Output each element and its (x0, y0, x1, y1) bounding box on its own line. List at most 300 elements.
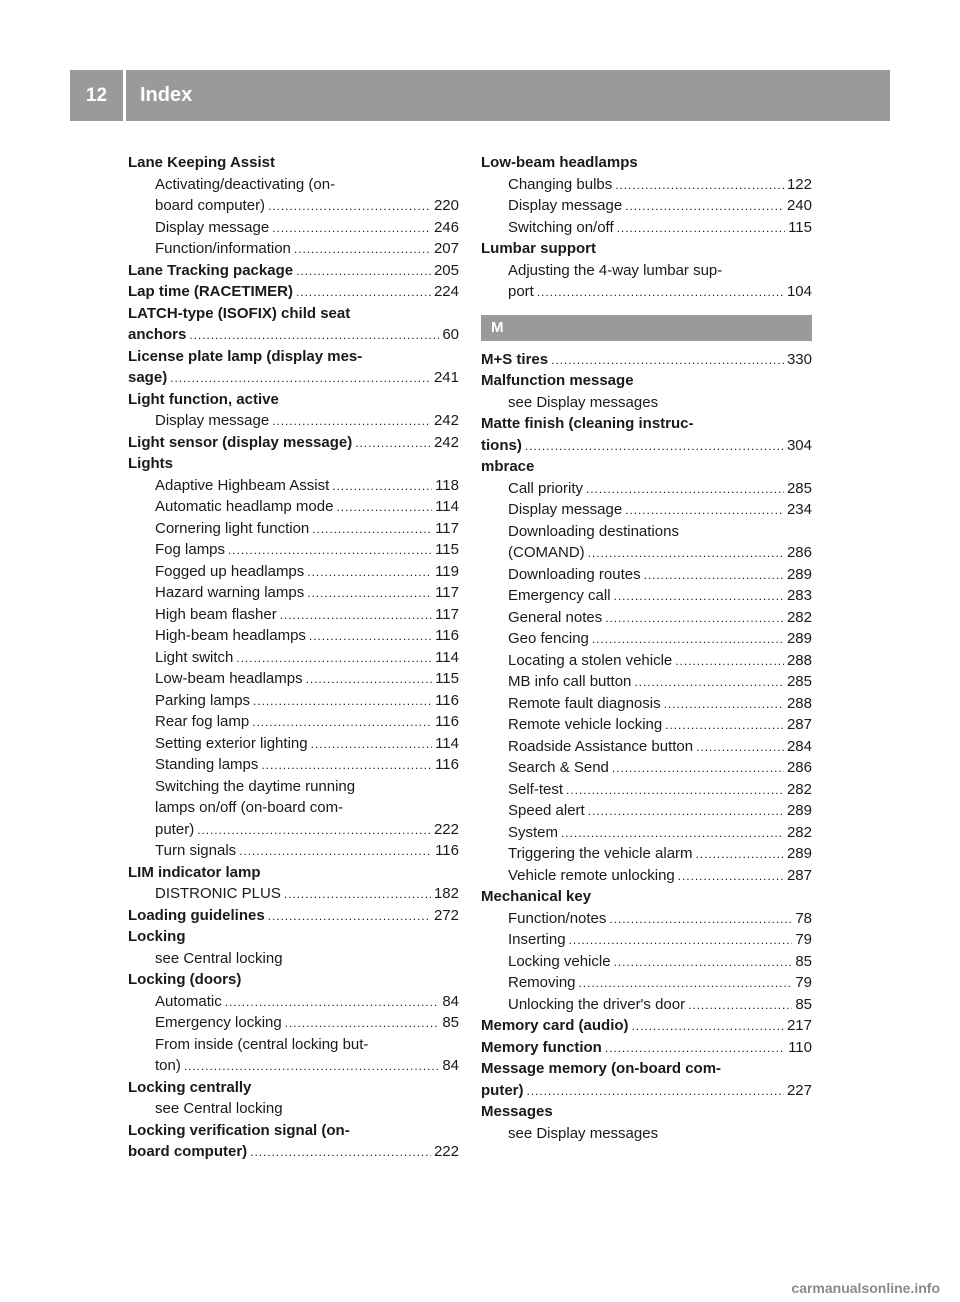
entry-text: Low-beam headlamps (155, 670, 303, 687)
index-subentry (128, 776, 459, 798)
page-reference[interactable]: 116 (435, 756, 459, 773)
page-reference[interactable]: 78 (795, 909, 812, 927)
index-subentry[interactable] (128, 518, 459, 540)
dot-leader (625, 195, 784, 217)
index-entry (128, 862, 459, 884)
dot-leader (612, 757, 784, 779)
index-subentry[interactable] (481, 499, 812, 521)
entry-text: Emergency call (508, 587, 611, 604)
entry-text: Search & Send (508, 759, 609, 776)
index-subentry (481, 392, 812, 414)
index-subentry (128, 948, 459, 970)
dot-leader (294, 238, 431, 260)
index-subentry[interactable] (128, 647, 459, 669)
page-reference[interactable]: 289 (786, 630, 812, 647)
page-reference[interactable]: 220 (433, 197, 459, 214)
index-entry (128, 389, 459, 411)
index-subentry[interactable] (481, 281, 812, 303)
dot-leader (566, 779, 784, 801)
dot-leader (678, 865, 784, 887)
entry-text: Speed alert (508, 802, 585, 819)
index-entry[interactable] (481, 349, 812, 371)
dot-leader (579, 972, 793, 994)
index-subentry[interactable] (481, 671, 812, 693)
entry-text: LATCH-type (ISOFIX) child seat (128, 304, 351, 322)
entry-text: Removing (508, 974, 576, 991)
dot-leader (307, 582, 432, 604)
page-reference[interactable]: 285 (786, 479, 812, 497)
index-subentry[interactable] (481, 843, 812, 865)
index-subentry[interactable] (481, 994, 812, 1016)
index-subentry[interactable] (481, 628, 812, 650)
entry-text: Locking (doors) (128, 971, 242, 988)
index-entry (481, 1058, 812, 1080)
index-subentry[interactable] (128, 840, 459, 862)
dot-leader (688, 994, 792, 1016)
entry-text: Standing lamps (155, 756, 259, 773)
index-subentry[interactable] (128, 754, 459, 776)
entry-text: Function/information (155, 240, 291, 257)
dot-leader (296, 281, 431, 303)
page-reference[interactable]: 240 (786, 197, 812, 214)
page-reference[interactable]: 217 (786, 1017, 812, 1034)
dot-leader (284, 883, 431, 905)
index-subentry[interactable] (128, 195, 459, 217)
index-entry (128, 926, 459, 948)
entry-text: Switching on/off (508, 218, 614, 236)
page-reference[interactable]: 286 (786, 759, 812, 776)
index-entry (128, 969, 459, 991)
page-reference[interactable]: 116 (435, 691, 459, 709)
entry-text: MB info call button (508, 673, 632, 690)
page-reference[interactable]: 115 (788, 218, 812, 236)
section-title: Index (140, 84, 193, 106)
entry-text: Vehicle remote unlocking (508, 866, 675, 884)
index-subentry[interactable] (481, 585, 812, 607)
index-subentry[interactable] (128, 625, 459, 647)
page-reference[interactable]: 205 (433, 261, 459, 279)
dot-leader (634, 671, 784, 693)
index-subentry[interactable] (481, 174, 812, 196)
index-subentry (128, 1098, 459, 1120)
entry-text: Light switch (155, 648, 234, 666)
entry-text: Lights (128, 455, 173, 472)
page-reference[interactable]: 272 (433, 906, 459, 924)
entry-text: Low-beam headlamps (481, 154, 638, 171)
index-subentry[interactable] (481, 650, 812, 672)
index-subentry[interactable] (128, 883, 459, 905)
entry-text: Lane Tracking package (128, 261, 294, 279)
index-entry[interactable] (128, 1141, 459, 1163)
index-subentry[interactable] (481, 714, 812, 736)
dot-leader (569, 929, 793, 951)
entry-text: Call priority (508, 479, 584, 497)
page-reference[interactable]: 85 (442, 1014, 459, 1031)
entry-text: Rear fog lamp (155, 713, 250, 730)
entry-text: Changing bulbs (508, 175, 613, 193)
index-subentry[interactable] (481, 693, 812, 715)
index-entry (128, 1120, 459, 1142)
dot-leader (239, 840, 432, 862)
entry-text: License plate lamp (display mes- (128, 347, 363, 365)
dot-leader (261, 754, 432, 776)
page-reference[interactable]: 222 (433, 820, 459, 838)
entry-text: Malfunction message (481, 372, 634, 389)
page-reference[interactable]: 84 (442, 1057, 459, 1074)
entry-text: High beam flasher (155, 605, 277, 623)
index-entry[interactable] (128, 432, 459, 454)
page-reference[interactable]: 287 (786, 866, 812, 884)
dot-leader (225, 991, 440, 1013)
index-subentry[interactable] (128, 604, 459, 626)
index-entry[interactable] (128, 367, 459, 389)
index-entry (481, 1101, 812, 1123)
dot-leader (197, 819, 431, 841)
entry-text: Self-test (508, 780, 564, 798)
page-reference[interactable]: 222 (433, 1143, 459, 1160)
entry-text: M+S tires (481, 350, 549, 368)
entry-text: see Display messages (508, 1124, 659, 1142)
entry-text: port (508, 283, 534, 300)
entry-text: sage) (128, 369, 168, 386)
index-entry (128, 453, 459, 475)
page-reference[interactable]: 114 (435, 734, 459, 752)
dot-leader (592, 628, 784, 650)
index-subentry[interactable] (128, 733, 459, 755)
entry-text: anchors (128, 326, 187, 343)
entry-text: Locking verification signal (on- (128, 1121, 350, 1139)
index-subentry[interactable] (481, 736, 812, 758)
page-reference[interactable]: 246 (433, 218, 459, 236)
entry-text: DISTRONIC PLUS (155, 885, 281, 902)
index-entry (481, 413, 812, 435)
index-entry (128, 1077, 459, 1099)
entry-text: Adaptive Highbeam Assist (155, 476, 330, 494)
entry-text: Function/notes (508, 909, 607, 927)
index-column-left (128, 152, 459, 1163)
entry-text: Inserting (508, 931, 566, 948)
index-subentry (481, 260, 812, 282)
index-subentry (481, 1123, 812, 1145)
entry-text: Activating/deactivating (on- (155, 175, 336, 193)
index-subentry[interactable] (128, 1012, 459, 1034)
entry-text: tions) (481, 436, 522, 454)
index-entry[interactable] (128, 260, 459, 282)
dot-leader (336, 496, 432, 518)
page-reference[interactable]: 288 (786, 694, 812, 712)
page-reference[interactable]: 114 (435, 648, 459, 666)
dot-leader (625, 499, 784, 521)
dot-leader (617, 217, 785, 239)
entry-text: High-beam headlamps (155, 627, 306, 644)
dot-leader (268, 905, 431, 927)
index-subentry[interactable] (128, 217, 459, 239)
index-subentry[interactable] (481, 779, 812, 801)
dot-leader (664, 693, 784, 715)
page-reference[interactable]: 234 (786, 501, 812, 518)
dot-leader (588, 542, 784, 564)
entry-text: Triggering the vehicle alarm (508, 845, 693, 862)
index-entry[interactable] (481, 1080, 812, 1102)
entry-text: Cornering light function (155, 519, 310, 537)
entry-text: mbrace (481, 458, 535, 475)
index-subentry (128, 174, 459, 196)
dot-leader (307, 561, 432, 583)
dot-leader (551, 349, 784, 371)
entry-text: Lane Keeping Assist (128, 154, 275, 171)
page-reference[interactable]: 224 (433, 283, 459, 300)
entry-text: Mechanical key (481, 888, 592, 905)
dot-leader (272, 410, 431, 432)
dot-leader (170, 367, 431, 389)
page-reference[interactable]: 117 (435, 605, 459, 623)
dot-leader (280, 604, 432, 626)
entry-text: Messages (481, 1103, 553, 1120)
dot-leader (614, 585, 784, 607)
entry-text: puter) (155, 820, 195, 838)
index-entry[interactable] (481, 1015, 812, 1037)
dot-leader (586, 478, 784, 500)
entry-text: Memory function (481, 1038, 602, 1056)
page-reference[interactable]: 241 (433, 369, 459, 386)
index-entry[interactable] (128, 324, 459, 346)
dot-leader (588, 800, 784, 822)
entry-text: Fogged up headlamps (155, 562, 305, 580)
page-reference[interactable]: 104 (786, 283, 812, 300)
dot-leader (609, 908, 792, 930)
page-reference[interactable]: 242 (433, 412, 459, 429)
dot-leader (250, 1141, 431, 1163)
index-subentry[interactable] (481, 951, 812, 973)
page-reference[interactable]: 289 (786, 802, 812, 819)
index-entry (481, 456, 812, 478)
index-subentry[interactable] (128, 711, 459, 733)
index-subentry[interactable] (128, 991, 459, 1013)
index-entry[interactable] (128, 281, 459, 303)
page-reference[interactable]: 117 (435, 519, 459, 537)
entry-text: Loading guidelines (128, 906, 265, 924)
entry-text: lamps on/off (on-board com- (155, 799, 344, 816)
page-reference[interactable]: 330 (786, 350, 812, 368)
entry-text: Unlocking the driver's door (508, 995, 686, 1013)
index-subentry[interactable] (481, 908, 812, 930)
entry-text: Roadside Assistance button (508, 737, 694, 755)
dot-leader (312, 518, 432, 540)
dot-leader (614, 951, 793, 973)
page-reference[interactable]: 285 (786, 673, 812, 690)
page-reference[interactable]: 282 (786, 823, 812, 841)
page-reference[interactable]: 79 (795, 974, 812, 991)
index-subentry[interactable] (128, 582, 459, 604)
page-reference[interactable]: 119 (435, 562, 459, 580)
dot-leader (605, 607, 784, 629)
entry-text: Locking centrally (128, 1078, 252, 1096)
entry-text: puter) (481, 1081, 524, 1099)
page-reference[interactable]: 284 (786, 737, 812, 755)
index-subentry[interactable] (128, 690, 459, 712)
entry-text: General notes (508, 608, 603, 626)
page-reference[interactable]: 118 (435, 476, 459, 494)
dot-leader (615, 174, 784, 196)
index-subentry[interactable] (128, 475, 459, 497)
page-reference[interactable]: 116 (435, 842, 459, 859)
page-reference[interactable]: 110 (788, 1038, 812, 1056)
dot-leader (253, 690, 432, 712)
page-reference[interactable]: 116 (435, 713, 459, 730)
watermark: carmanualsonline.info (791, 1280, 940, 1296)
dot-leader (236, 647, 432, 669)
entry-text: Locking vehicle (508, 952, 611, 970)
index-subentry[interactable] (128, 496, 459, 518)
page-reference[interactable]: 182 (433, 885, 459, 902)
entry-text: Automatic headlamp mode (155, 498, 334, 515)
page-reference[interactable]: 207 (433, 240, 459, 257)
dot-leader (605, 1037, 785, 1059)
dot-leader (272, 217, 431, 239)
index-subentry[interactable] (481, 195, 812, 217)
page-reference[interactable]: 85 (795, 952, 812, 970)
entry-text: Light function, active (128, 390, 279, 408)
entry-text: Display message (508, 501, 623, 518)
entry-text: board computer) (155, 197, 266, 214)
entry-text: Setting exterior lighting (155, 734, 308, 752)
letter-heading: M (481, 315, 812, 341)
dot-leader (285, 1012, 440, 1034)
page-reference[interactable]: 289 (786, 565, 812, 583)
entry-text: Message memory (on-board com- (481, 1060, 722, 1077)
dot-leader (525, 435, 784, 457)
page-reference[interactable]: 282 (786, 608, 812, 626)
entry-text: Adjusting the 4-way lumbar sup- (508, 261, 723, 279)
index-subentry[interactable] (481, 822, 812, 844)
index-entry (128, 152, 459, 174)
index-entry (481, 152, 812, 174)
dot-leader (527, 1080, 784, 1102)
page-reference[interactable]: 122 (786, 175, 812, 193)
page-reference[interactable]: 116 (435, 627, 459, 644)
index-entry (481, 370, 812, 392)
dot-leader (632, 1015, 784, 1037)
index-subentry[interactable] (128, 819, 459, 841)
entry-text: Remote fault diagnosis (508, 694, 661, 712)
dot-leader (332, 475, 432, 497)
entry-text: Display message (508, 197, 623, 214)
entry-text: Hazard warning lamps (155, 584, 305, 601)
page-reference[interactable]: 286 (786, 544, 812, 561)
index-subentry[interactable] (481, 800, 812, 822)
entry-text: Downloading routes (508, 565, 641, 583)
page-reference[interactable]: 288 (786, 651, 812, 669)
page-reference[interactable]: 282 (786, 780, 812, 798)
dot-leader (665, 714, 784, 736)
index-subentry[interactable] (481, 217, 812, 239)
index-subentry (128, 1034, 459, 1056)
page-reference[interactable]: 287 (786, 716, 812, 733)
dot-leader (228, 539, 432, 561)
page-reference[interactable]: 60 (442, 326, 459, 343)
entry-text: Downloading destinations (508, 522, 679, 540)
entry-text: Parking lamps (155, 691, 251, 709)
page-reference[interactable]: 114 (435, 498, 459, 515)
index-subentry (128, 797, 459, 819)
dot-leader (355, 432, 431, 454)
page-reference[interactable]: 115 (435, 670, 459, 687)
dot-leader (309, 625, 432, 647)
index-entry (481, 886, 812, 908)
index-subentry[interactable] (128, 668, 459, 690)
entry-text: Locking (128, 928, 186, 945)
entry-text: Turn signals (155, 842, 237, 859)
index-subentry[interactable] (481, 542, 812, 564)
index-subentry[interactable] (481, 865, 812, 887)
entry-text: see Central locking (155, 949, 283, 967)
dot-leader (644, 564, 784, 586)
entry-text: Automatic (155, 992, 222, 1010)
entry-text: board computer) (128, 1143, 248, 1160)
entry-text: Lap time (RACETIMER) (128, 283, 293, 300)
page-number: 12 (70, 70, 126, 121)
entry-text: Switching the daytime running (155, 777, 356, 795)
index-subentry[interactable] (481, 757, 812, 779)
page-reference[interactable]: 242 (433, 433, 459, 451)
page-reference[interactable]: 115 (435, 541, 459, 558)
index-subentry[interactable] (481, 929, 812, 951)
dot-leader (306, 668, 432, 690)
entry-text: System (508, 823, 559, 841)
dot-leader (189, 324, 439, 346)
index-entry[interactable] (128, 905, 459, 927)
index-subentry (481, 521, 812, 543)
page-reference[interactable]: 79 (795, 931, 812, 948)
page-reference[interactable]: 85 (795, 995, 812, 1013)
page-reference[interactable]: 283 (786, 587, 812, 604)
index-subentry[interactable] (128, 410, 459, 432)
index-entry (128, 346, 459, 368)
index-subentry[interactable] (128, 561, 459, 583)
index-subentry[interactable] (128, 539, 459, 561)
page-reference[interactable]: 227 (786, 1081, 812, 1099)
entry-text: Display message (155, 412, 270, 429)
page-reference[interactable]: 84 (442, 992, 459, 1010)
page-reference[interactable]: 304 (786, 436, 812, 454)
entry-text: see Display messages (508, 393, 659, 411)
entry-text: ton) (155, 1057, 181, 1074)
index-entry (481, 238, 812, 260)
index-entry[interactable] (481, 1037, 812, 1059)
entry-text: Matte finish (cleaning instruc- (481, 415, 694, 432)
dot-leader (184, 1055, 439, 1077)
index-subentry[interactable] (128, 1055, 459, 1077)
entry-text: Lumbar support (481, 240, 596, 257)
index-entry[interactable] (481, 435, 812, 457)
dot-leader (696, 736, 784, 758)
entry-text: From inside (central locking but- (155, 1035, 369, 1053)
index-subentry[interactable] (481, 564, 812, 586)
page-header (70, 70, 890, 121)
dot-leader (268, 195, 431, 217)
dot-leader (296, 260, 431, 282)
dot-leader (311, 733, 432, 755)
index-subentry[interactable] (128, 238, 459, 260)
index-subentry[interactable] (481, 478, 812, 500)
index-entry (128, 303, 459, 325)
page-reference[interactable]: 117 (435, 584, 459, 601)
dot-leader (696, 843, 784, 865)
entry-text: Light sensor (display message) (128, 433, 353, 451)
index-subentry[interactable] (481, 607, 812, 629)
index-subentry[interactable] (481, 972, 812, 994)
page-reference[interactable]: 289 (786, 845, 812, 862)
